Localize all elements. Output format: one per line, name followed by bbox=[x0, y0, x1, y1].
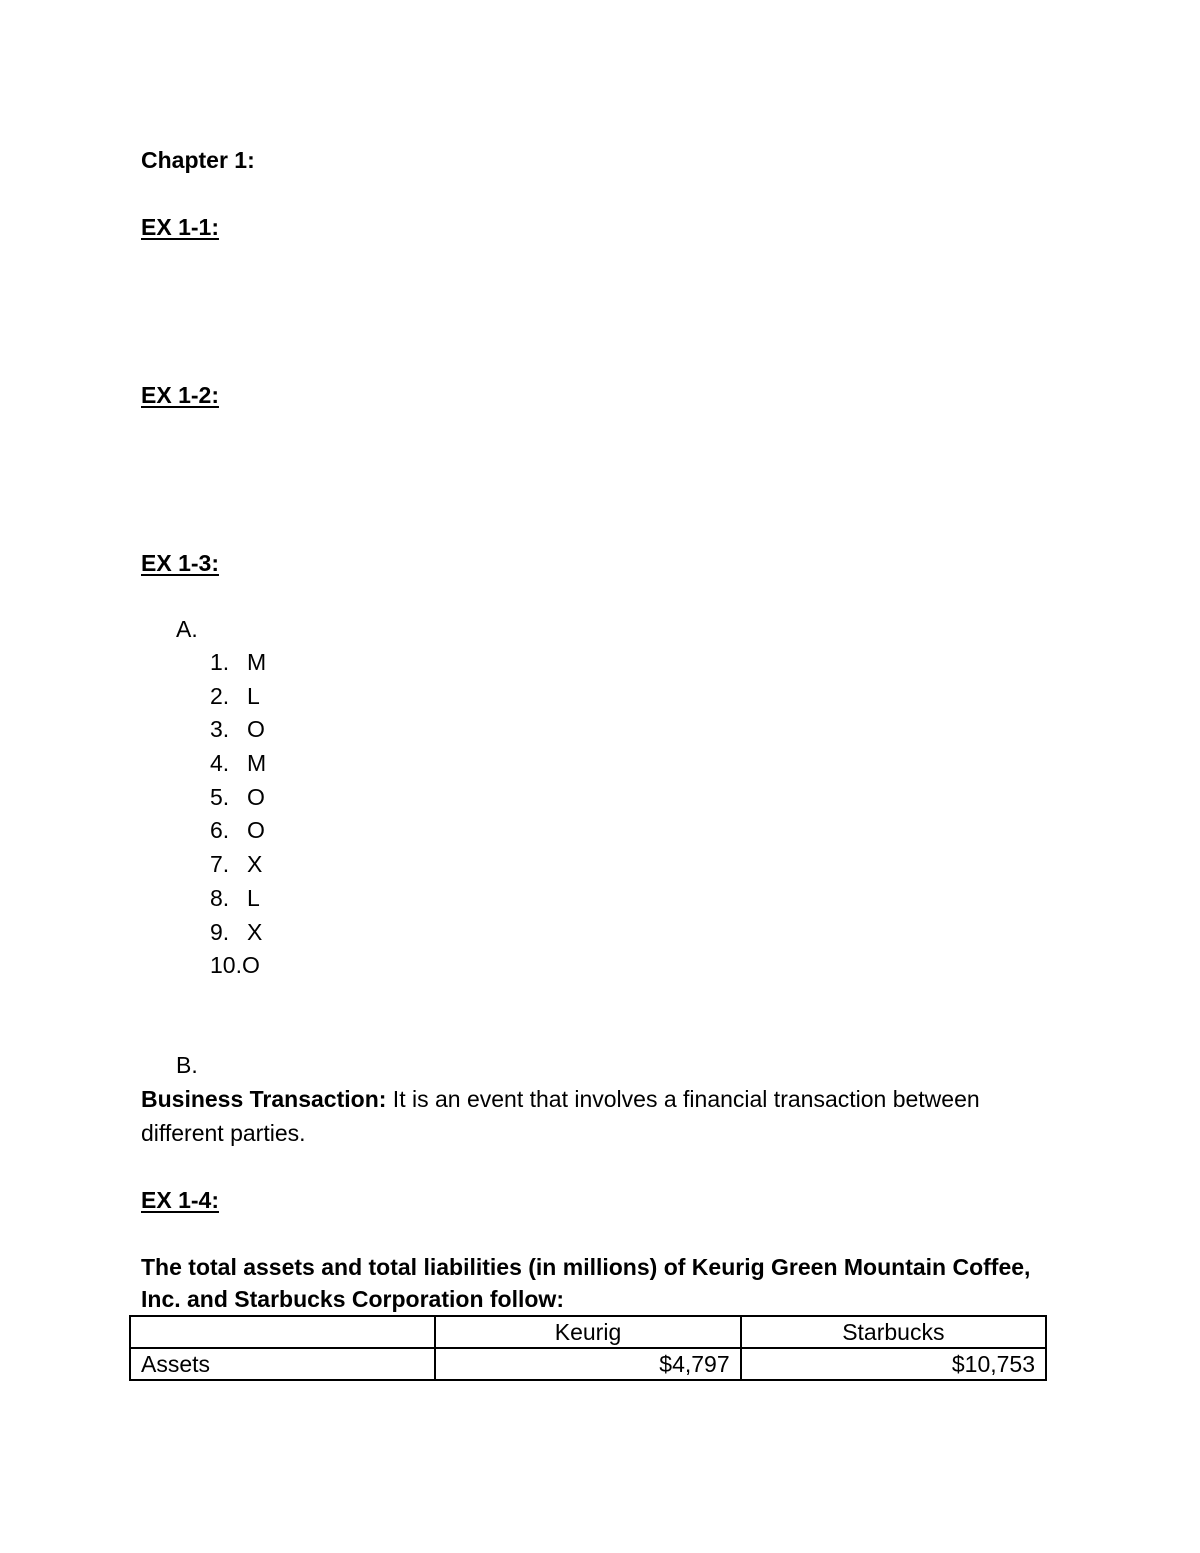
list-item bbox=[210, 882, 266, 916]
list-item bbox=[210, 646, 266, 680]
item-number: 2. bbox=[210, 682, 230, 709]
item-number: 6. bbox=[210, 817, 230, 844]
exercise-heading-1-3: EX 1-3: bbox=[141, 550, 219, 576]
list-item bbox=[210, 781, 266, 815]
exercise-heading-1-2: EX 1-2: bbox=[141, 382, 219, 408]
exercise-heading-1-4: EX 1-4: bbox=[141, 1187, 219, 1213]
item-number: 10. bbox=[210, 952, 242, 979]
part-a-label: A. bbox=[176, 616, 198, 642]
definition-paragraph bbox=[141, 1082, 1051, 1150]
list-item bbox=[210, 747, 266, 781]
answer-list bbox=[210, 646, 266, 983]
table-header-row bbox=[130, 1316, 1046, 1348]
chapter-title: Chapter 1: bbox=[141, 147, 255, 173]
header-cell-empty bbox=[130, 1316, 435, 1348]
table-row bbox=[130, 1348, 1046, 1380]
list-item bbox=[210, 814, 266, 848]
cell-starbucks-assets: $10,753 bbox=[741, 1348, 1046, 1380]
item-number: 4. bbox=[210, 750, 230, 777]
item-answer: O bbox=[247, 817, 265, 844]
assets-table bbox=[129, 1315, 1047, 1381]
item-number: 5. bbox=[210, 783, 230, 810]
header-cell-starbucks: Starbucks bbox=[741, 1316, 1046, 1348]
row-label: Assets bbox=[130, 1348, 435, 1380]
part-b-label: B. bbox=[176, 1052, 198, 1078]
cell-keurig-assets: $4,797 bbox=[435, 1348, 740, 1380]
definition-term: Business Transaction: bbox=[141, 1086, 387, 1112]
item-answer: O bbox=[241, 952, 260, 979]
item-answer: L bbox=[247, 682, 260, 709]
list-item bbox=[210, 680, 266, 714]
item-number: 3. bbox=[210, 716, 230, 743]
item-number: 1. bbox=[210, 649, 230, 675]
list-item bbox=[210, 848, 266, 882]
exercise-heading-1-1: EX 1-1: bbox=[141, 214, 219, 240]
item-answer: O bbox=[247, 716, 265, 743]
table-intro: The total assets and total liabilities (in millions) of Keurig Green Mountain Coffee, Inc. and Starbucks Corporation follow: bbox=[141, 1254, 1031, 1312]
header-cell-keurig: Keurig bbox=[435, 1316, 740, 1348]
item-answer: X bbox=[247, 851, 263, 878]
item-answer: L bbox=[247, 884, 260, 911]
list-item bbox=[210, 916, 266, 950]
item-answer: X bbox=[247, 918, 263, 945]
definition-text: It is an event that involves a financial transaction between different parties. bbox=[141, 1086, 980, 1146]
item-number: 7. bbox=[210, 851, 230, 878]
item-answer: O bbox=[247, 783, 265, 810]
list-item bbox=[210, 949, 266, 983]
item-number: 9. bbox=[210, 918, 230, 945]
item-number: 8. bbox=[210, 884, 230, 911]
item-answer: M bbox=[247, 649, 267, 675]
item-answer: M bbox=[247, 750, 267, 777]
list-item bbox=[210, 713, 266, 747]
